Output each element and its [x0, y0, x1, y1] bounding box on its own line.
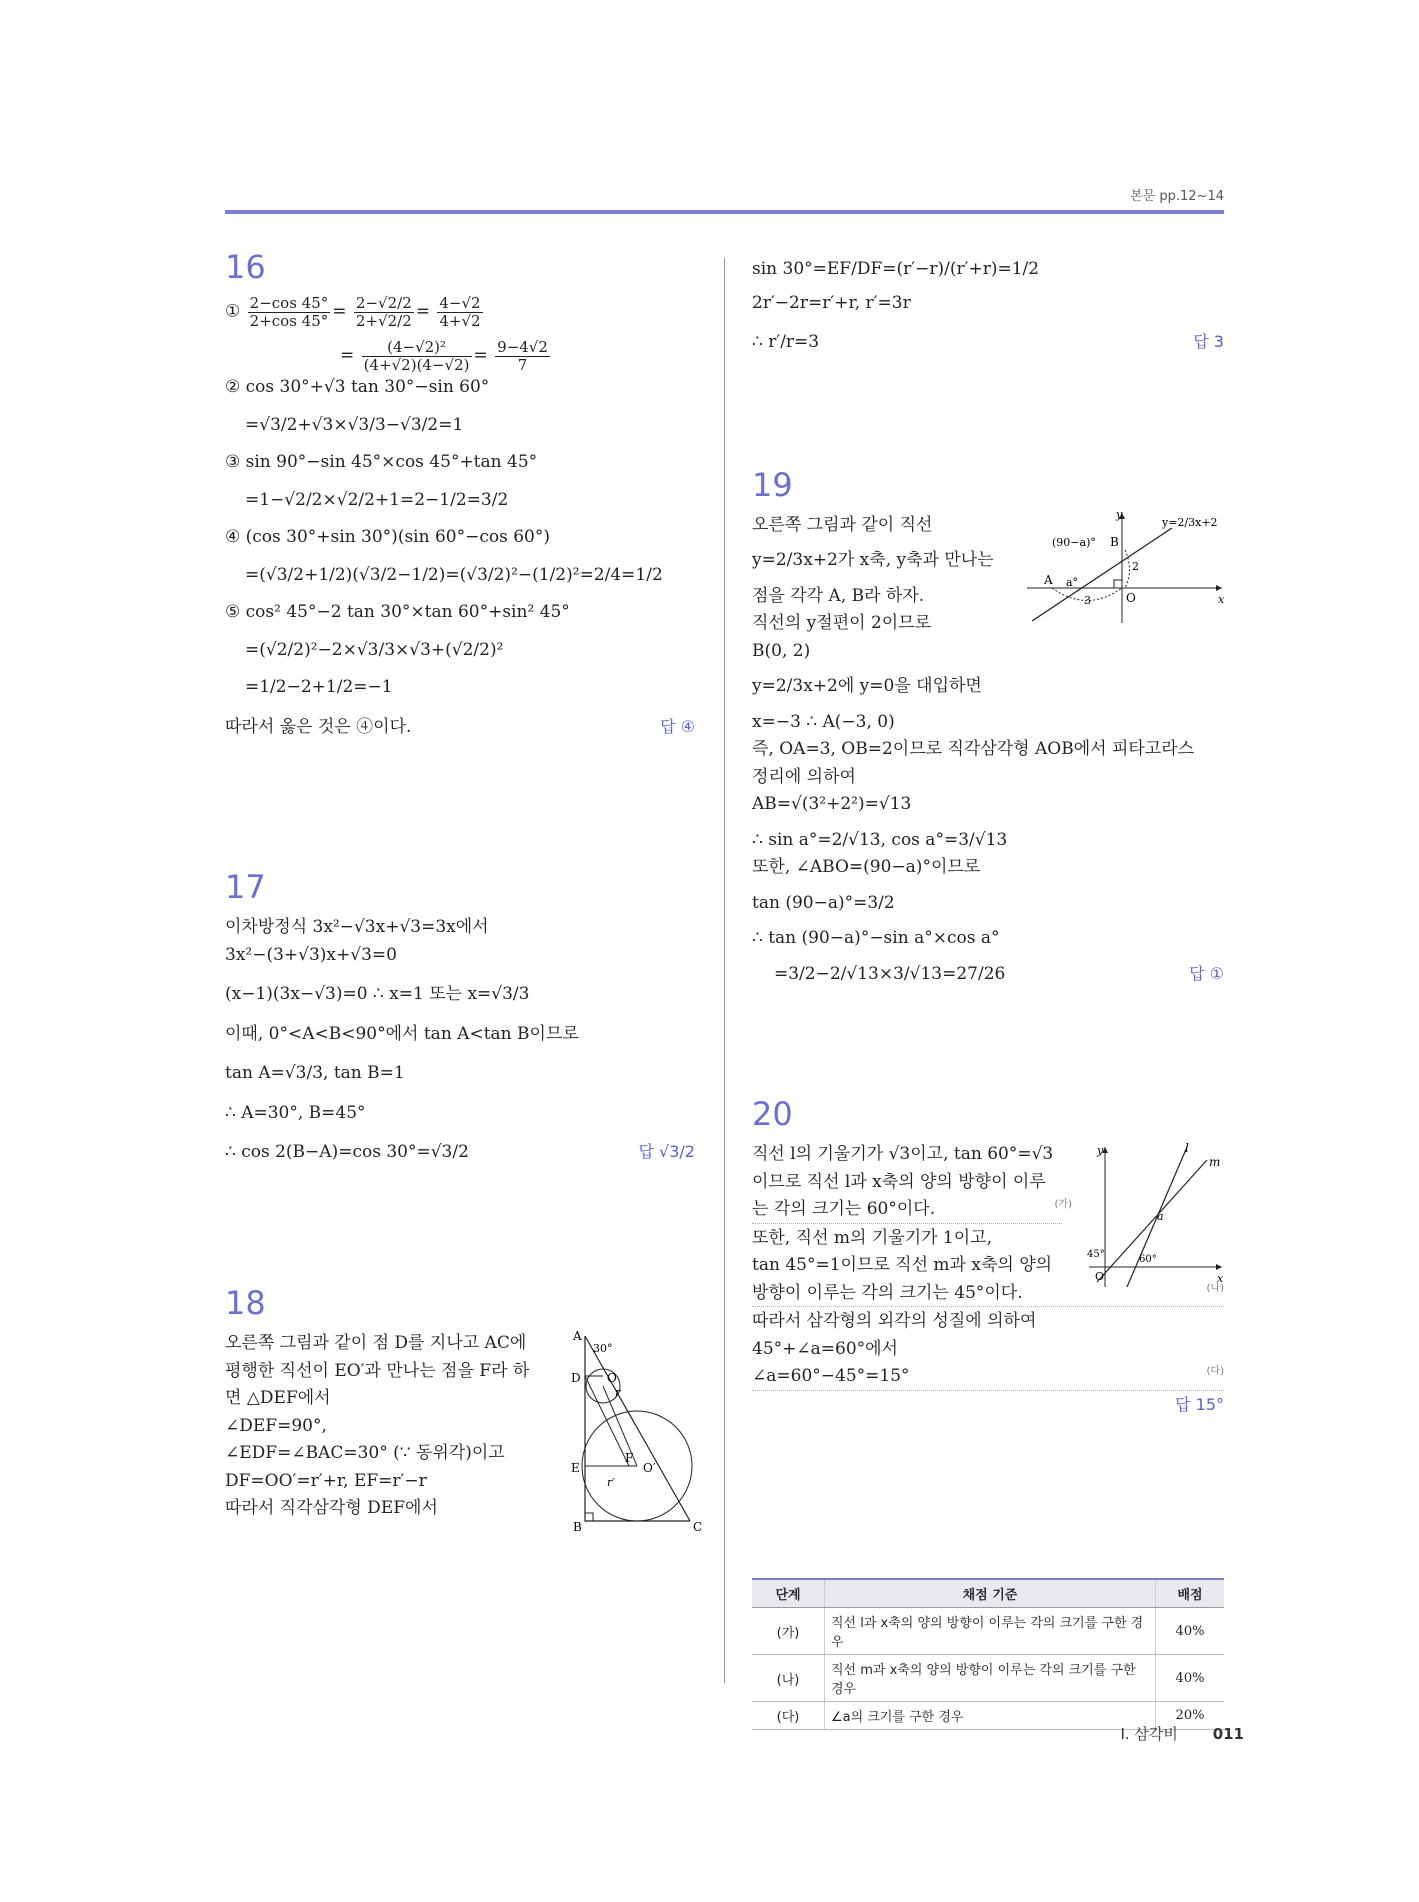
coordinate-line-figure — [1022, 508, 1232, 628]
x-axis-label: x — [1218, 592, 1225, 606]
header-rule — [225, 210, 1224, 214]
solution-line: =(√3/2+1/2)(√3/2−1/2)=(√3/2)²−(1/2)²=2/4=1/2 — [245, 564, 663, 585]
solution-line: B(0, 2) — [752, 640, 811, 661]
solution-line: 또한, 직선 m의 기울기가 1이고, — [752, 1227, 993, 1248]
step-marker: (나) — [1206, 1282, 1224, 1294]
solution-line: 따라서 삼각형의 외각의 성질에 의하여 — [752, 1311, 1037, 1332]
solution-line: 이때, 0°<A<B<90°에서 tan A<tan B이므로 — [225, 1023, 579, 1044]
answer-label: 답 15° — [1175, 1394, 1224, 1414]
problem-18-continued — [752, 257, 1224, 356]
cell-score: 40% — [1156, 1655, 1225, 1702]
angle-a-label: a — [1157, 1210, 1164, 1224]
problem-number: 16 — [225, 248, 266, 286]
label-O: O — [1126, 590, 1136, 605]
table-row — [752, 1608, 1224, 1655]
table-header-row — [752, 1579, 1224, 1608]
problem-20 — [752, 1097, 1224, 1417]
solution-line: ∠a=60°−45°=15° (다) — [752, 1364, 1224, 1391]
solution-line: ∠EDF=∠BAC=30° (∵ 동위각)이고 — [225, 1443, 505, 1464]
solution-line: 정리에 의하여 — [752, 766, 856, 787]
solution-line: 따라서 직각삼각형 DEF에서 — [225, 1498, 438, 1519]
cell-score: 40% — [1156, 1608, 1225, 1655]
label-r-prime: r′ — [607, 1475, 615, 1489]
answer-label: 답 ① — [1189, 963, 1224, 983]
solution-line: 오른쪽 그림과 같이 점 D를 지나고 AC에 — [225, 1333, 527, 1354]
solution-line: ∴ cos 2(B−A)=cos 30°=√3/2 답 √3/2 — [225, 1142, 695, 1163]
cell-criteria: ∠a의 크기를 구한 경우 — [825, 1702, 1156, 1730]
problem-18 — [225, 1283, 703, 1534]
cell-step: (가) — [752, 1608, 825, 1655]
cell-score: 20% — [1156, 1702, 1225, 1730]
problem-17 — [225, 870, 695, 1166]
label-F: F — [625, 1450, 634, 1465]
solution-line: tan 45°=1이므로 직선 m과 x축의 양의 — [752, 1255, 1053, 1276]
conclusion-line: 따라서 옳은 것은 ④이다. 답 ④ — [225, 716, 695, 737]
solution-line: 3x²−(3+√3)x+√3=0 — [225, 944, 397, 965]
x-axis-label: x — [1217, 1272, 1224, 1286]
solution-line: ∴ sin a°=2/√13, cos a°=3/√13 — [752, 829, 1008, 850]
solution-line: 방향이 이루는 각의 크기는 45°이다. (나) — [752, 1281, 1224, 1308]
two-lines-figure — [1087, 1142, 1227, 1292]
solution-line: ∴ A=30°, B=45° — [225, 1102, 366, 1123]
answer-label: 답 √3/2 — [638, 1142, 695, 1162]
solution-line: 또한, ∠ABO=(90−a)°이므로 — [752, 857, 981, 878]
solution-line: 평행한 직선이 EO′과 만나는 점을 F라 하 — [225, 1360, 530, 1381]
problem-19 — [752, 465, 1225, 988]
solution-line: 는 각의 크기는 60°이다. (가) — [752, 1197, 1062, 1224]
answer-label: 답 ④ — [660, 716, 695, 736]
grading-table — [752, 1578, 1224, 1730]
origin-label: O — [1095, 1270, 1105, 1284]
problem-16 — [225, 250, 695, 740]
solution-line: ∴ tan (90−a)°−sin a°×cos a° — [752, 928, 1000, 949]
label-D: D — [571, 1370, 581, 1385]
solution-line: ① $\frac{2-\cos 45^\circ}{2+\cos 45^\circ}$ = $\frac{2-√2/2}{2+√2/2}$ = $\frac{4-√2}{4+√2}$ — [225, 294, 481, 330]
label-C: C — [693, 1519, 703, 1534]
solution-line: = $\frac{\text{(4−√2)²}}{(4+√2)(4-√2)}$ = $\frac{9-4√2}{7}$ — [340, 338, 548, 374]
step-marker: (가) — [1054, 1199, 1072, 1211]
solution-line: sin 30°=EF/DF=(r′−r)/(r′+r)=1/2 — [752, 259, 1040, 279]
solution-line: 오른쪽 그림과 같이 직선 — [752, 514, 933, 535]
problem-number: 18 — [225, 1283, 266, 1322]
length-3-label: 3 — [1084, 593, 1091, 607]
solution-line: =3/2−2/√13×3/√13=27/26 답 ① — [774, 963, 1224, 984]
solution-line: ∠DEF=90°, — [225, 1415, 327, 1436]
column-divider — [724, 258, 725, 1683]
solution-line: 점을 각각 A, B라 하자. — [752, 585, 925, 606]
line-l-label: l — [1185, 1142, 1189, 1156]
cell-criteria: 직선 l과 x축의 양의 방향이 이루는 각의 크기를 구한 경우 — [825, 1608, 1156, 1655]
page-reference: 본문 pp.12~14 — [1130, 189, 1224, 204]
solution-line: y=2/3x+2가 x축, y축과 만나는 — [752, 550, 994, 571]
solution-line: =1/2−2+1/2=−1 — [245, 677, 393, 698]
solution-line: =√3/2+√3×√3/3−√3/2=1 — [245, 414, 464, 435]
label-r: r — [615, 1385, 621, 1399]
solution-line: y=2/3x+2에 y=0을 대입하면 — [752, 676, 982, 697]
cell-criteria: 직선 m과 x축의 양의 방향이 이루는 각의 크기를 구한 경우 — [825, 1655, 1156, 1702]
step-marker: (다) — [1206, 1366, 1224, 1378]
cell-step: (나) — [752, 1655, 825, 1702]
solution-line: 이차방정식 3x²−√3x+√3=3x에서 — [225, 917, 489, 938]
label-O-prime: O′ — [643, 1460, 656, 1475]
solution-line: DF=OO′=r′+r, EF=r′−r — [225, 1470, 427, 1491]
solution-line: ④ (cos 30°+sin 30°)(sin 60°−cos 60°) — [225, 527, 550, 548]
label-A: A — [573, 1328, 582, 1343]
label-B: B — [573, 1519, 582, 1534]
col-header-criteria: 채점 기준 — [825, 1579, 1156, 1608]
line-equation-label: y=2/3x+2 — [1162, 515, 1218, 529]
cell-step: (다) — [752, 1702, 825, 1730]
label-30deg: 30° — [593, 1341, 613, 1355]
solution-line: 직선의 y절편이 2이므로 — [752, 613, 932, 634]
col-header-score: 배점 — [1156, 1579, 1225, 1608]
label-O: O — [607, 1370, 617, 1385]
right-column — [752, 255, 1224, 1417]
triangle-circles-figure — [565, 1326, 715, 1536]
solution-line: 면 △DEF에서 — [225, 1388, 331, 1409]
solution-line: 즉, OA=3, OB=2이므로 직각삼각형 AOB에서 피타고라스 — [752, 739, 1195, 760]
page-footer — [1120, 1723, 1244, 1744]
solution-line: 이므로 직선 l과 x축의 양의 방향이 이루 — [752, 1171, 1046, 1192]
problem-number: 20 — [752, 1095, 793, 1134]
label-A: A — [1044, 572, 1053, 587]
solution-line: ∴ r′/r=3 답 3 — [752, 332, 1224, 352]
angle-label: (90−a)° — [1052, 535, 1096, 549]
solution-line: (x−1)(3x−√3)=0 ∴ x=1 또는 x=√3/3 — [225, 984, 530, 1005]
line-m-label: m — [1209, 1155, 1221, 1170]
solution-line: x=−3 ∴ A(−3, 0) — [752, 711, 895, 732]
problem-number: 19 — [752, 465, 793, 504]
y-axis-label: y — [1116, 507, 1123, 521]
answer-label: 답 3 — [1193, 332, 1224, 351]
y-axis-label: y — [1097, 1144, 1104, 1158]
page-number: 011 — [1212, 1725, 1244, 1743]
solution-line: 45°+∠a=60°에서 — [752, 1338, 898, 1359]
length-2-label: 2 — [1132, 559, 1139, 573]
solution-line: tan (90−a)°=3/2 — [752, 892, 895, 913]
solution-line: ③ sin 90°−sin 45°×cos 45°+tan 45° — [225, 452, 538, 473]
table-row — [752, 1655, 1224, 1702]
solution-line: ⑤ cos² 45°−2 tan 30°×tan 60°+sin² 45° — [225, 602, 570, 623]
chapter-label: Ⅰ. 삼각비 — [1120, 1725, 1178, 1743]
angle-a-label: a° — [1066, 575, 1079, 589]
label-B: B — [1110, 534, 1119, 549]
left-column — [225, 248, 703, 1534]
solution-line: 2r′−2r=r′+r, r′=3r — [752, 292, 911, 313]
problem-number: 17 — [225, 868, 266, 907]
solution-line: AB=√(3²+2²)=√13 — [752, 794, 912, 815]
angle-60-label: 60° — [1139, 1254, 1157, 1266]
solution-line: =1−√2/2×√2/2+1=2−1/2=3/2 — [245, 489, 509, 510]
solution-line: =(√2/2)²−2×√3/3×√3+(√2/2)² — [245, 639, 504, 660]
col-header-step: 단계 — [752, 1579, 825, 1608]
angle-45-label: 45° — [1087, 1249, 1105, 1261]
label-E: E — [571, 1460, 580, 1475]
solution-line: tan A=√3/3, tan B=1 — [225, 1063, 405, 1084]
solution-line: ② cos 30°+√3 tan 30°−sin 60° — [225, 377, 490, 398]
solution-line: 직선 l의 기울기가 √3이고, tan 60°=√3 — [752, 1144, 1054, 1165]
